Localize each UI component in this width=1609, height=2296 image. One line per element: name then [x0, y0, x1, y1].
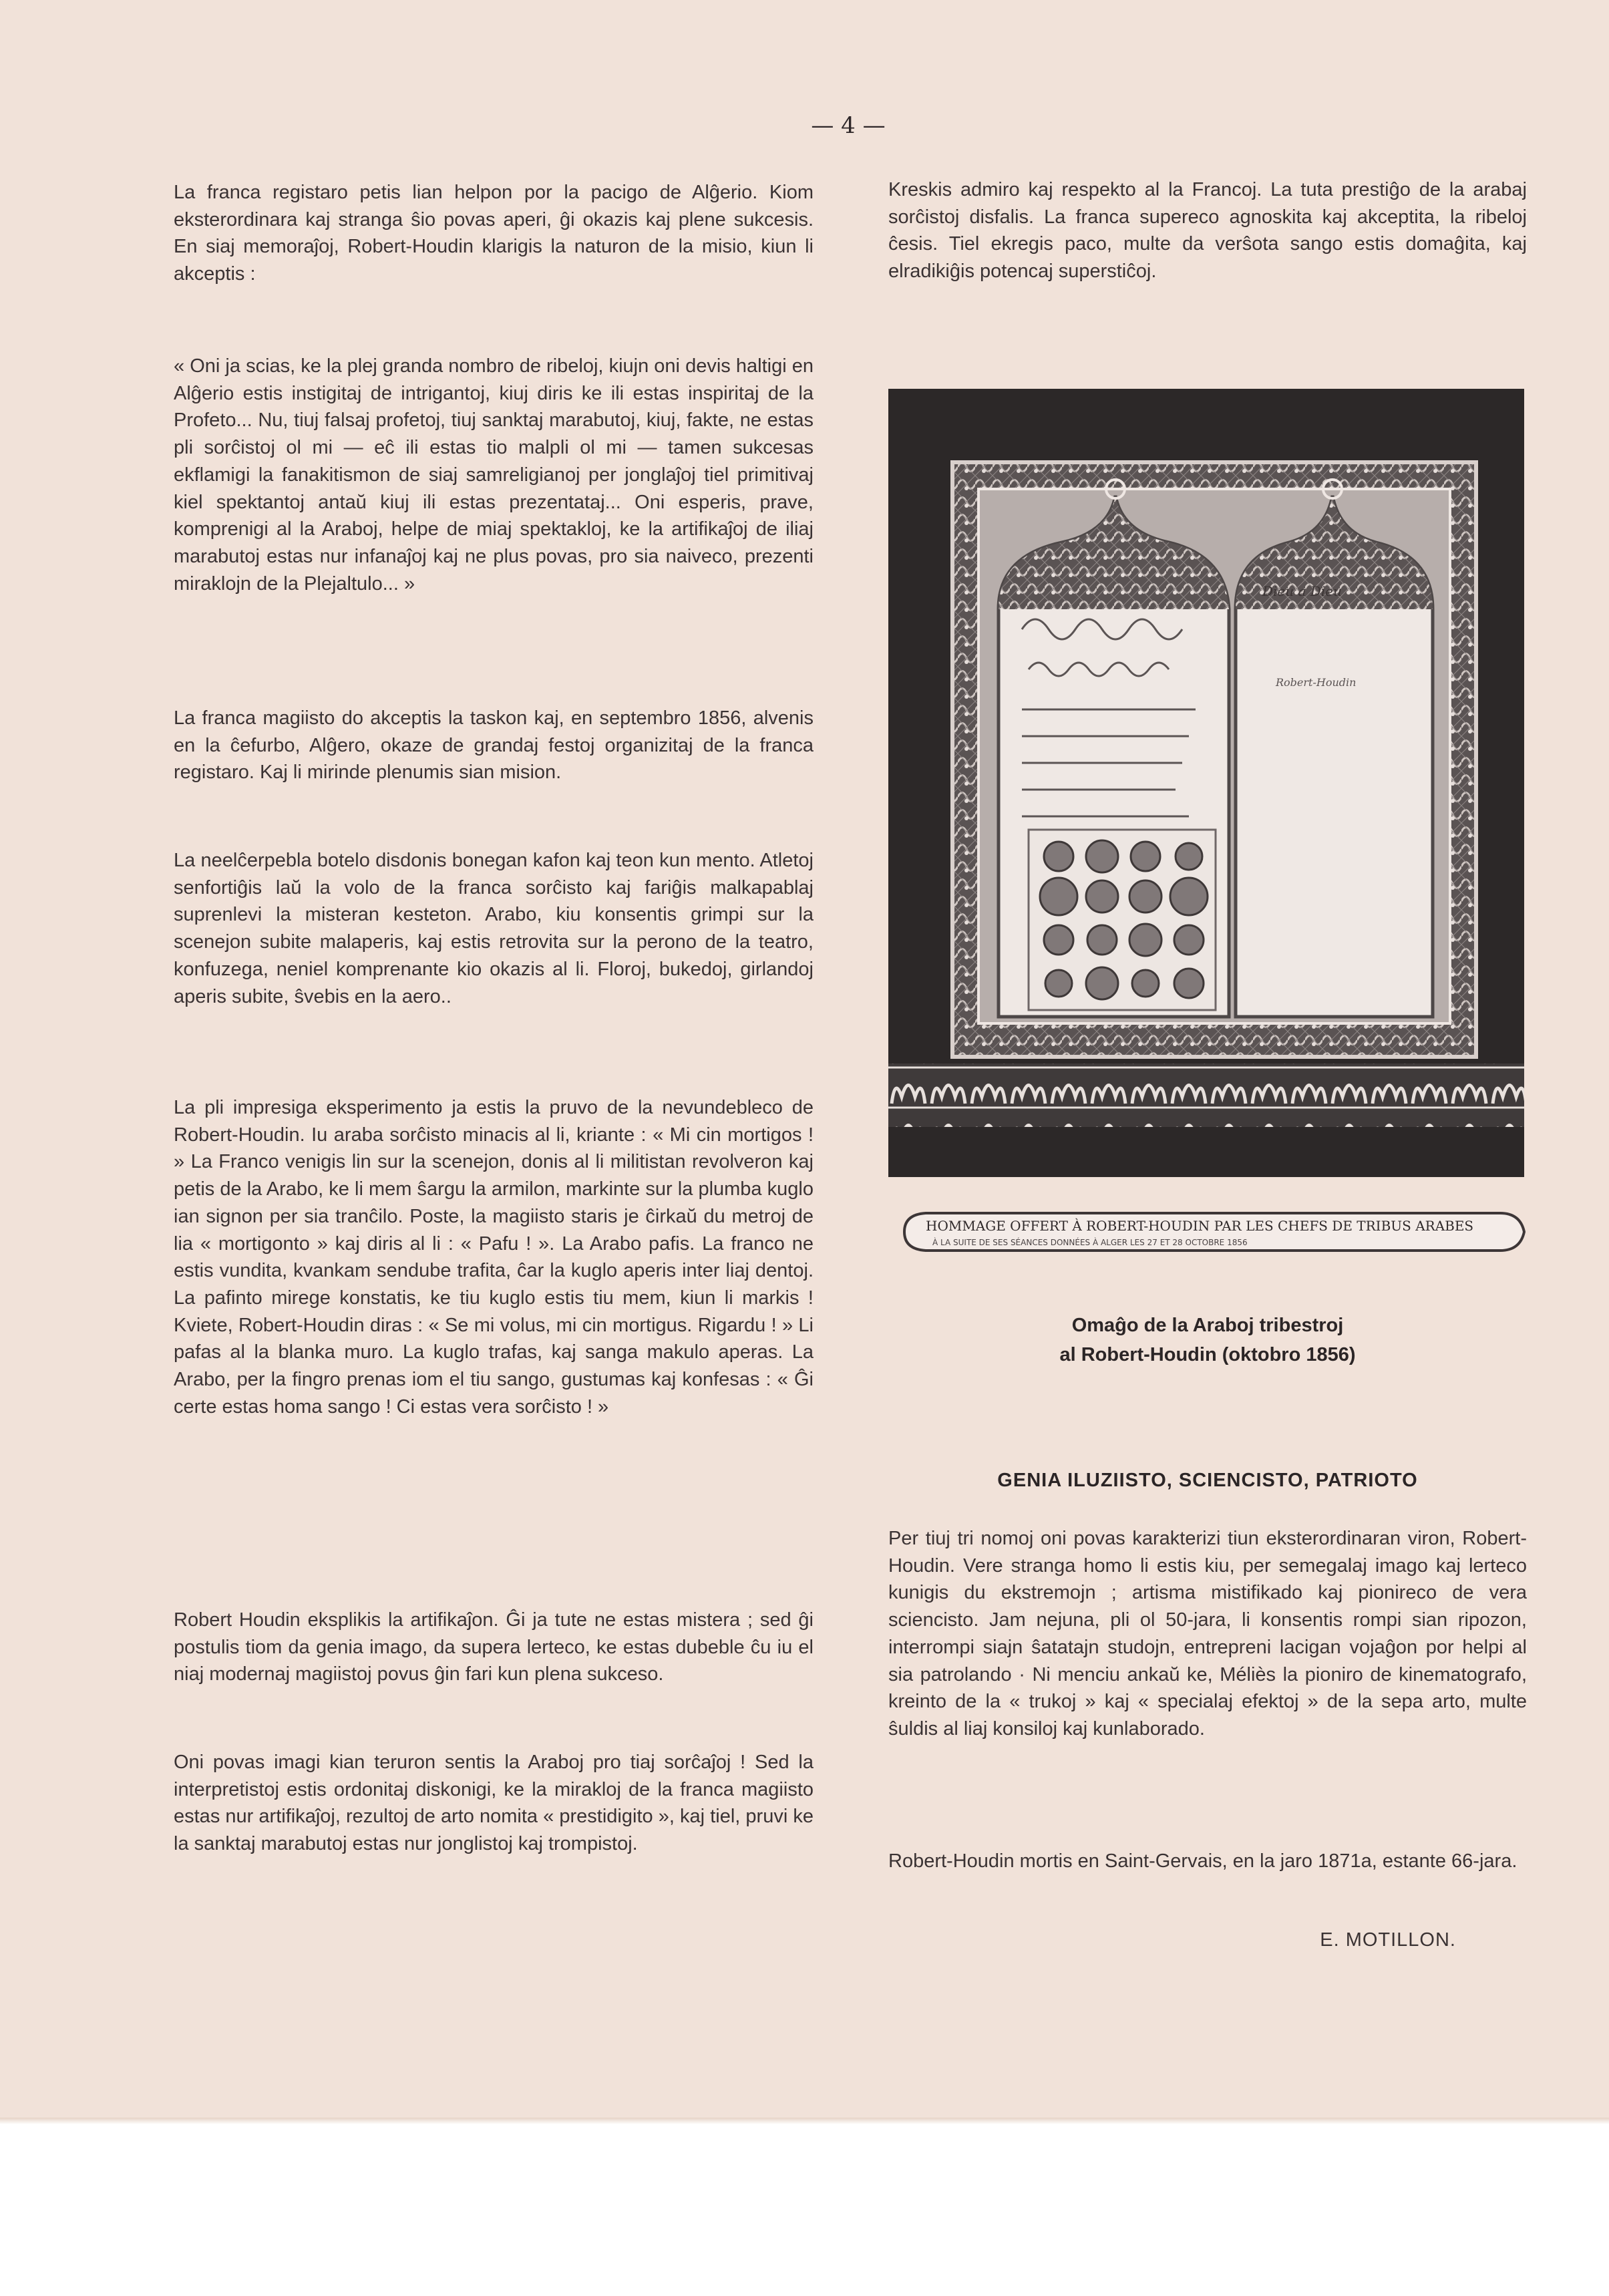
arch-label-2: Robert-Houdin [1276, 676, 1357, 689]
left-paragraph-3: La franca magiisto do akceptis la taskon kaj, en septembro 1856, alvenis en la ĉefurbo, Alĝero, okaze de grandaj festoj organizitaj de la franca registaro. Kaj li mirinde plenumis sian mision. [174, 707, 814, 784]
caption-line-1: Omaĝo de la Araboj tribestroj [1071, 1315, 1344, 1336]
arch-label: Dieu a Dieu [1262, 583, 1342, 599]
plaque-label [899, 1205, 1534, 1259]
right-paragraph-2: Robert-Houdin mortis en Saint-Gervais, en la jaro 1871a, estante 66-jara. [888, 1850, 1517, 1872]
left-paragraph-4: La neelĉerpebla botelo disdonis bonegan kafon kaj teon kun mento. Atletoj senfortiĝis laŭ la volo de la franca sorĉisto kaj fariĝis malkapablaj suprenlevi la misteran kesteton. Arabo, kiu konsentis grimpi sur la scenejon subite malaperis, kaj estis retrovita sur la perono de la teatro, konfuzega, neniel komprenante kio okazis al li. Floroj, bukedoj, girlandoj aperis subite, ŝvebis en la aero.. [174, 850, 814, 1007]
plaque-line-1: HOMMAGE OFFERT À ROBERT-HOUDIN PAR LES CHEFS DE TRIBUS ARABES [926, 1218, 1474, 1234]
left-paragraph-6: Robert Houdin eksplikis la artifikaĵon. Ĝi ja tute ne estas mistera ; sed ĝi postulis tiom da genia imago, da supera lerteco, ke estas dubeble ĉu iu el niaj modernaj magiistoj povus ĝin fari kun plena sukceso. [174, 1609, 814, 1685]
figure-caption [888, 1311, 1527, 1369]
right-intro-paragraph: Kreskis admiro kaj respekto al la Francoj. La tuta prestiĝo de la arabaj sorĉistoj disfalis. La franca supereco agnoskita kaj akceptita, la ribeloj ĉesis. Tiel ekregis paco, multe da verŝota sango estis domaĝita, kaj elradikiĝis potencaj superstiĉoj. [888, 179, 1527, 283]
section-heading: GENIA ILUZIISTO, SCIENCISTO, PATRIOTO [997, 1470, 1418, 1491]
author-signature: E. MOTILLON. [1320, 1929, 1456, 1951]
page-number: — 4 — [811, 112, 886, 139]
sheet-edge [0, 2118, 1609, 2124]
caption-line-2: al Robert-Houdin (oktobro 1856) [1059, 1344, 1356, 1365]
left-paragraph-1: La franca registaro petis lian helpon por la pacigo de Alĝerio. Kiom eksterordinara kaj stranga ŝio povas aperi, ĝi okazis kaj plene sukcesis. En siaj memoraĵoj, Robert-Houdin klarigis la naturon de la misio, kiun li akceptis : [174, 182, 814, 285]
left-paragraph-7: Oni povas imagi kian teruron sentis la Araboj pro tiaj sorĉaĵoj ! Sed la interpretistoj estis ordonitaj diskonigi, ke la mirakloj de la franca magiisto estas nur artifikaĵoj, rezultoj de arto nomita « prestidigito », kaj tiel, pruvi ke la sanktaj marabutoj estas nur jonglistoj kaj trompistoj. [174, 1752, 814, 1855]
left-paragraph-2: « Oni ja scias, ke la plej granda nombro de ribeloj, kiujn oni devis haltigi en Alĝerio estis instigitaj de intrigantoj, kiuj diris ke ili estas inspiritaj de la Profeto... Nu, tiuj falsaj profetoj, tiuj sanktaj marabutoj, kiuj, fakte, ne estas pli sorĉistoj ol mi — eĉ ili estas tio malpli ol mi — tamen sukcesas ekflamigi la fanakitismon de siaj samreligianoj per jonglaĵoj tiel primitivaj kiel spektantoj antaŭ kiuj ili estas prezentataj... Oni esperis, prave, komprenigi al la Araboj, helpe de miaj spektakloj, ke la artifikaĵoj de iliaj marabutoj estas nur infanaĵoj kaj ne plus povas, pro sia naiveco, prezenti miraklojn de la Plejaltulo... » [174, 355, 814, 595]
right-paragraph-1: Per tiuj tri nomoj oni povas karakterizi tiun eksterordinaran viron, Robert-Houdin. Vere stranga homo li estis kiu, per semegalaj imago kaj lerteco kunigis du ekstremojn ; artisma mistifikado kaj pionireco de vera sciencisto. Jam nejuna, pli ol 50-jara, li konsentis rompi sian ripozon, interrompi siajn ŝatatajn studojn, entrepreni lacigan vojaĝon por helpi al sia patrolando · Ni menciu ankaŭ ke, Méliès la pioniro de kinematografo, kreinto de la « trukoj » kaj « specialaj efektoj » de la sepa arto, multe ŝuldis al liaj konsiloj kaj kunlaborado. [888, 1528, 1527, 1740]
plaque-line-2: À LA SUITE DE SES SÉANCES DONNÉES À ALGER LES 27 ET 28 OCTOBRE 1856 [932, 1238, 1248, 1247]
left-paragraph-5: La pli impresiga eksperimento ja estis la pruvo de la nevundebleco de Robert-Houdin. Iu araba sorĉisto minacis al li, kriante : « Mi cin mortigos ! » La Franco venigis lin sur la scenejon, donis al li militistan revolveron kaj petis de la Arabo, ke li mem ŝargu la armilon, markinte sur la plumba kuglo ian signon per sia tranĉilo. Poste, la magiisto staris je ĉirkaŭ du metroj de lia « mortigonto » kaj diris al li : « Pafu ! ». La Arabo pafis. La franco ne estis vundita, kvankam sendube trafita, ĉar la kuglo aperis inter liaj dentoj. La pafinto mirege konstatis, ke tiu kuglo estis tiu mem, kiun li markis ! Kviete, Robert-Houdin diras : « Se mi volus, mi cin mortigus. Rigardu ! » Li pafas al la blanka muro. La kuglo trafas, kaj sanga makulo aperas. La Arabo, per la fingro prenas iom el tiu sango, gustumas kaj konfesas : « Ĝi certe estas homa sango ! Ci estas vera sorĉisto ! » [174, 1097, 814, 1418]
hommage-photo [888, 389, 1524, 1177]
